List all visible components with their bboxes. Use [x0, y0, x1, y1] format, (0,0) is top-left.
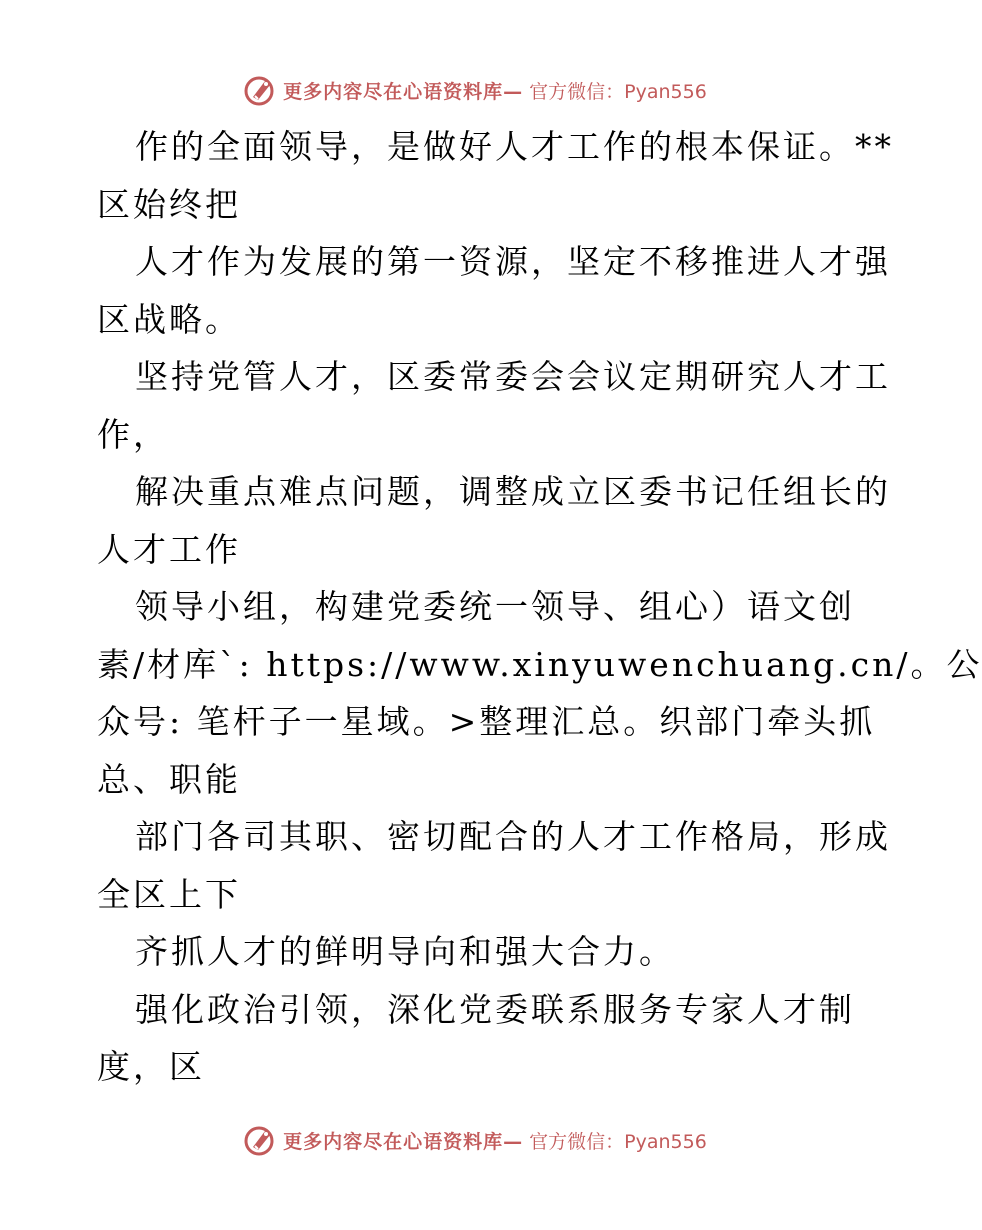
header-banner-text: 更多内容尽在心语资料库— — [283, 80, 524, 103]
text-line: 部门各司其职、密切配合的人才工作格局，形成 — [135, 817, 891, 856]
footer-banner-text: 更多内容尽在心语资料库— — [283, 1130, 524, 1153]
text-line: 全区上下 — [97, 874, 241, 914]
text-line: 强化政治引领，深化党委联系服务专家人才制 — [135, 989, 855, 1029]
text-line: 人才工作 — [97, 529, 241, 569]
header-banner — [0, 68, 950, 112]
text-line: 解决重点难点问题，调整成立区委书记任组长的 — [135, 472, 891, 511]
text-line: 领导小组，构建党委统一领导、组心）语文创 — [135, 587, 855, 626]
pen-logo-icon — [243, 1123, 277, 1157]
header-wechat-label: 官方微信：Pyan556 — [529, 80, 707, 103]
pen-logo-icon — [243, 73, 277, 107]
text-line: 度，区 — [97, 1047, 205, 1086]
text-line: 人才作为发展的第一资源，坚定不移推进人才强 — [135, 242, 891, 281]
text-line: 总、职能 — [97, 759, 241, 799]
text-line: 区战略。 — [97, 299, 241, 339]
text-line: 区始终把 — [97, 184, 241, 224]
text-line: 素/材库`: https://www.xinyuwenchuang.cn/。公 — [97, 644, 982, 684]
footer-banner — [0, 1118, 950, 1162]
text-line: 作的全面领导，是做好人才工作的根本保证。** — [135, 127, 894, 166]
text-line: 齐抓人才的鲜明导向和强大合力。 — [135, 932, 675, 971]
text-line: 作， — [97, 414, 169, 454]
text-line: 坚持党管人才，区委常委会会议定期研究人才工 — [135, 357, 891, 396]
text-line: 众号: 笔杆子一星域。>整理汇总。织部门牵头抓 — [97, 702, 876, 741]
document-body — [97, 118, 982, 1096]
footer-wechat-label: 官方微信：Pyan556 — [529, 1130, 707, 1153]
